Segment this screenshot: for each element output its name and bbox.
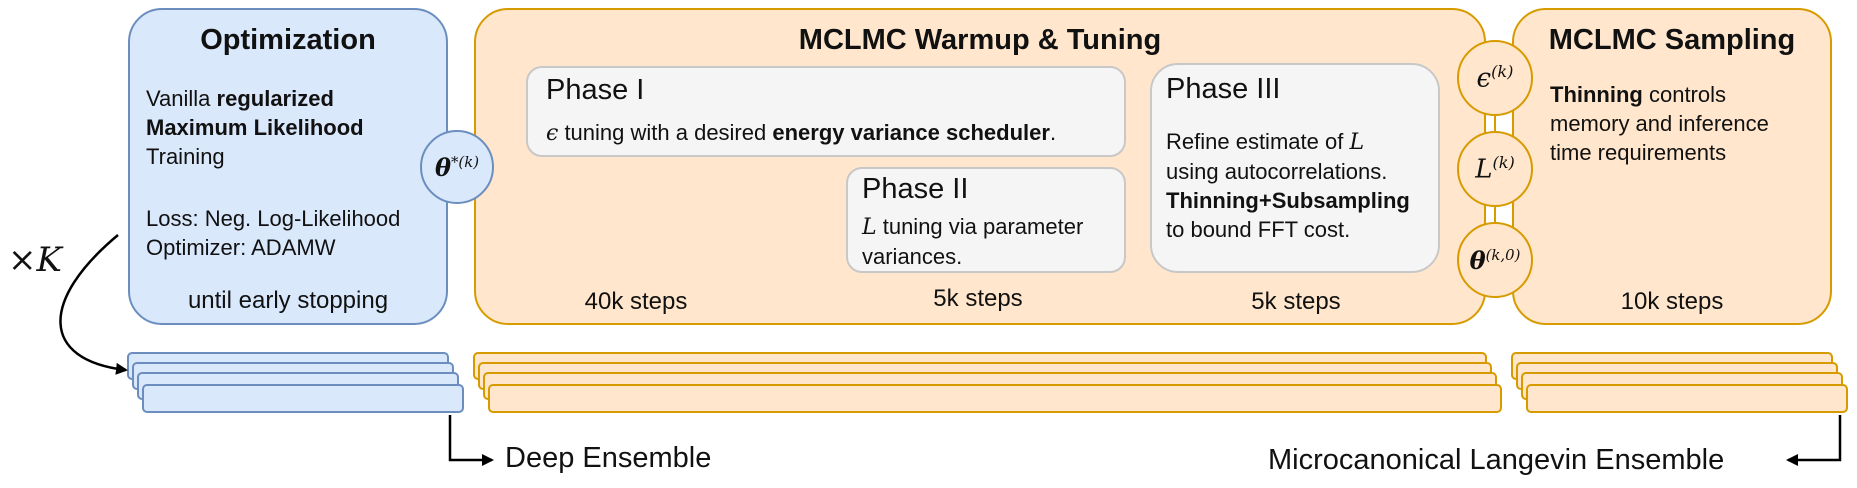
opt-line1-pre: Vanilla	[146, 86, 217, 111]
steps-phase1: 40k steps	[584, 288, 688, 315]
phase2-box	[846, 167, 1126, 273]
sampling-stack	[1512, 353, 1847, 412]
repeat-arrow	[60, 235, 126, 370]
loss-text: Loss: Neg. Log-Likelihood	[146, 206, 401, 231]
steps-phase2: 5k steps	[933, 285, 1023, 312]
eps-label	[1477, 62, 1514, 94]
theta-star-sup: *(k)	[450, 152, 480, 171]
phase1-text	[546, 118, 1056, 148]
phase2-title: Phase II	[862, 173, 969, 205]
phase2-text	[862, 212, 1117, 271]
stack-card	[143, 385, 463, 412]
repeat-label	[8, 240, 62, 280]
L-base: L	[1475, 154, 1493, 185]
phase1-text-bold: energy variance scheduler	[772, 120, 1050, 145]
K-symbol: K	[36, 240, 62, 280]
sampling-title: MCLMC Sampling	[1548, 24, 1796, 56]
deep-ensemble-arrow	[450, 415, 492, 460]
sampling-steps: 10k steps	[1620, 288, 1724, 315]
eps-circle	[1457, 40, 1533, 116]
times-symbol: ×	[8, 240, 37, 280]
L-symbol: L	[862, 215, 877, 240]
phase2-text-body: tuning via parameter variances.	[862, 214, 1084, 269]
phase3-box	[1150, 63, 1440, 273]
theta-label	[1470, 246, 1521, 275]
optimizer-text: Optimizer: ADAMW	[146, 235, 336, 260]
warmup-stack	[474, 353, 1501, 412]
theta-sup: (k,0)	[1485, 245, 1521, 264]
L-symbol: L	[1349, 130, 1365, 155]
theta-star-base: θ	[434, 152, 451, 182]
L-circle	[1457, 131, 1533, 207]
steps-phase3: 5k steps	[1251, 288, 1341, 315]
sampling-body: controls memory and inference time requirements	[1550, 82, 1769, 165]
warmup-title: MCLMC Warmup & Tuning	[798, 24, 1162, 56]
phase3-text2: using autocorrelations.	[1166, 159, 1388, 184]
optimization-box	[128, 8, 448, 325]
sampling-box	[1512, 8, 1832, 325]
phase3-text3: to bound FFT cost.	[1166, 217, 1351, 242]
phase1-text-post: .	[1049, 120, 1057, 145]
phase3-text1: Refine estimate of	[1166, 129, 1350, 154]
theta-base: θ	[1469, 245, 1486, 275]
mile-label: Microcanonical Langevin Ensemble	[1268, 444, 1725, 476]
stack-card	[489, 385, 1501, 412]
opt-line2-bold: Maximum Likelihood	[146, 115, 364, 140]
phase3-text	[1166, 127, 1438, 244]
phase1-box	[526, 66, 1126, 157]
L-label	[1475, 153, 1515, 185]
eps-symbol: ϵ	[546, 121, 559, 146]
theta-star-label	[435, 153, 479, 182]
optimization-description	[146, 84, 436, 171]
theta-circle	[1457, 222, 1533, 298]
optimization-stop: until early stopping	[187, 287, 389, 314]
optimization-title: Optimization	[200, 24, 376, 56]
optimization-stack	[128, 353, 463, 412]
sampling-text	[1550, 80, 1800, 167]
L-sup: (k)	[1492, 153, 1515, 173]
opt-line3: Training	[146, 144, 225, 169]
deep-ensemble-label: Deep Ensemble	[505, 442, 712, 474]
stack-card	[1527, 385, 1847, 412]
opt-line1-bold: regularized	[216, 86, 334, 111]
phase1-text-pre: tuning with a desired	[558, 120, 773, 145]
theta-star-circle	[420, 130, 494, 204]
phase1-title: Phase I	[546, 74, 645, 106]
eps-base: ϵ	[1476, 63, 1492, 94]
sampling-bold: Thinning	[1550, 82, 1643, 107]
eps-sup: (k)	[1491, 62, 1514, 82]
phase3-title: Phase III	[1166, 73, 1281, 105]
optimization-config	[146, 204, 436, 262]
mile-arrow	[1788, 415, 1840, 460]
phase3-bold: Thinning+Subsampling	[1166, 188, 1410, 213]
